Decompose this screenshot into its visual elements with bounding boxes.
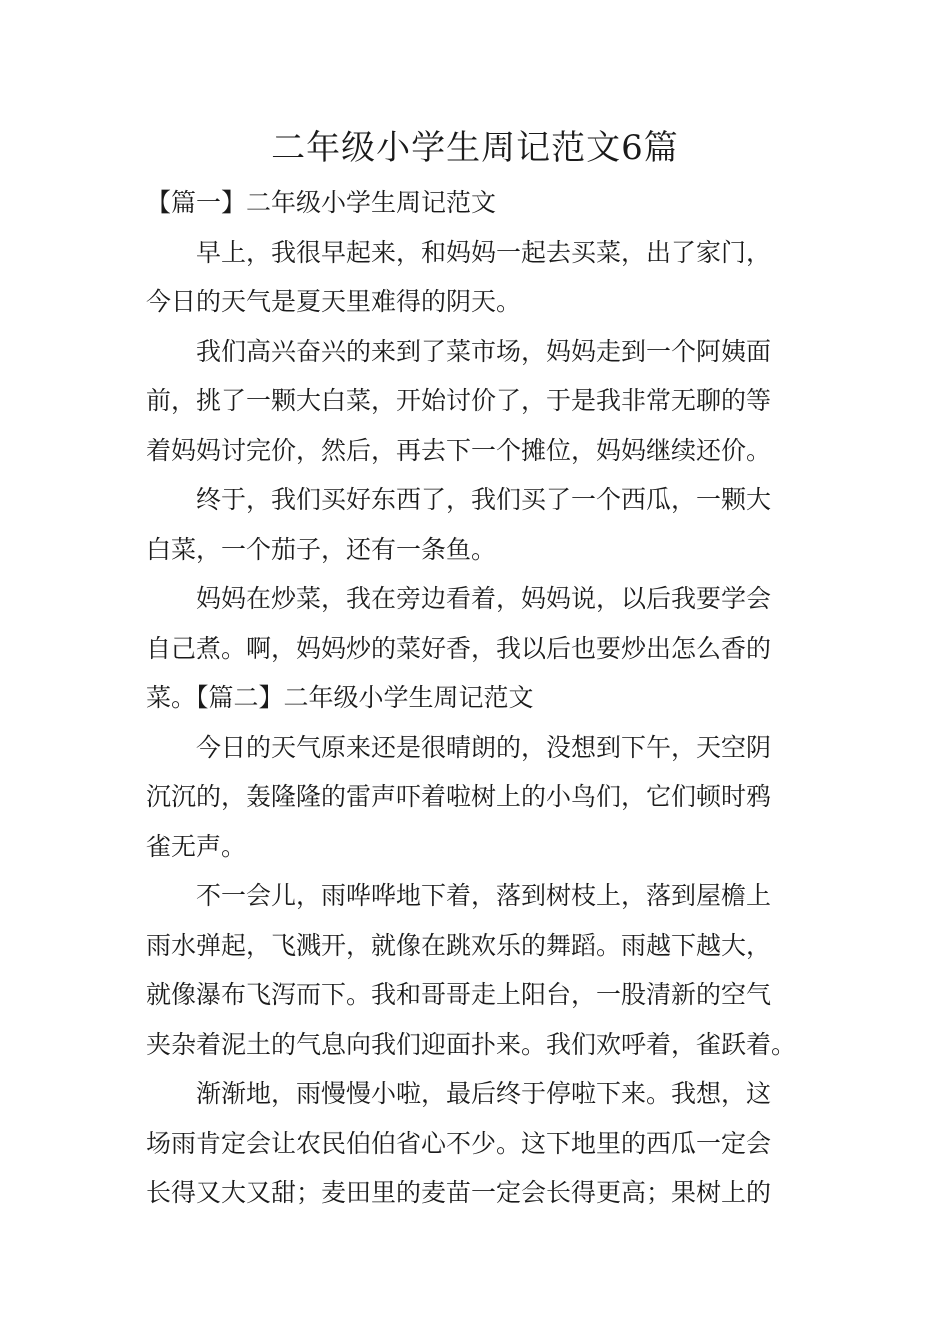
text-line: 早上，我很早起来，和妈妈一起去买菜，出了家门， (196, 237, 772, 267)
text-line: 就像瀑布飞泻而下。我和哥哥走上阳台，一股清新的空气 (146, 980, 772, 1009)
text-line: 场雨肯定会让农民伯伯省心不少。这下地里的西瓜一定会 (146, 1128, 772, 1158)
document-body (146, 178, 810, 1218)
text-line: 妈妈在炒菜，我在旁边看着，妈妈说，以后我要学会 (196, 584, 772, 613)
text-line: 雨水弹起，飞溅开，就像在跳欢乐的舞蹈。雨越下越大， (146, 930, 772, 960)
text-line: 着妈妈讨完价，然后，再去下一个摊位，妈妈继续还价。 (146, 435, 772, 465)
text-line: 菜。【篇二】二年级小学生周记范文 (146, 683, 534, 712)
section-heading: 【篇一】二年级小学生周记范文 (146, 188, 497, 217)
text-line: 雀无声。 (146, 831, 247, 861)
text-line: 不一会儿，雨哗哗地下着，落到树枝上，落到屋檐上 (196, 881, 772, 910)
text-line: 自己煮。啊，妈妈炒的菜好香，我以后也要炒出怎么香的 (146, 633, 772, 663)
text-line: 长得又大又甜；麦田里的麦苗一定会长得更高；果树上的 (146, 1178, 772, 1207)
text-line: 我们高兴奋兴的来到了菜市场，妈妈走到一个阿姨面 (196, 336, 772, 366)
text-line: 今日的天气原来还是很晴朗的，没想到下午，天空阴 (196, 732, 772, 762)
text-line: 白菜，一个茄子，还有一条鱼。 (146, 534, 497, 564)
text-line: 前，挑了一颗大白菜，开始讨价了，于是我非常无聊的等 (146, 386, 772, 415)
document-title: 二年级小学生周记范文6篇 (271, 128, 679, 168)
text-line: 渐渐地，雨慢慢小啦，最后终于停啦下来。我想，这 (196, 1079, 772, 1108)
text-line: 夹杂着泥土的气息向我们迎面扑来。我们欢呼着，雀跃着。 (146, 1029, 797, 1059)
text-line: 终于，我们买好东西了，我们买了一个西瓜，一颗大 (196, 485, 772, 514)
text-line: 今日的天气是夏天里难得的阴天。 (146, 287, 522, 316)
text-line: 沉沉的，轰隆隆的雷声吓着啦树上的小鸟们，它们顿时鸦 (146, 782, 772, 811)
